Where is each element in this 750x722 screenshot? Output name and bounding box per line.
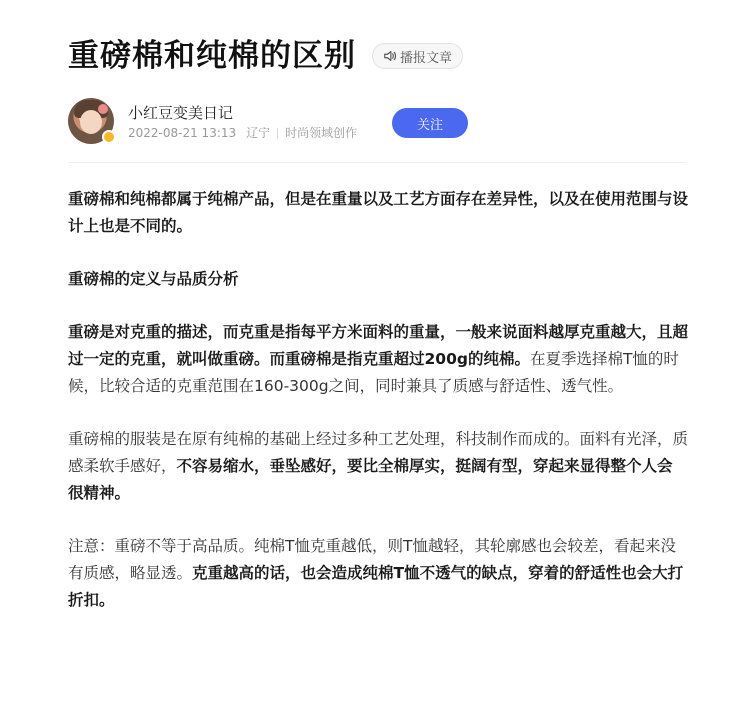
bold-text: 不容易缩水，垂坠感好，要比全棉厚实，挺阔有型，穿起来显得整个人会很精神。 [68,457,673,502]
listen-article-button[interactable] [372,43,463,69]
author-meta [128,125,357,141]
verified-badge-icon [102,130,116,144]
title-row [68,36,463,76]
article-paragraph [68,533,688,614]
author-category: 时尚领域创作 [285,126,358,140]
author-location: 辽宁 [246,126,271,140]
bold-text: 克重越高的话，也会造成纯棉T恤不透气的缺点，穿着的舒适性也会大打折扣。 [68,564,684,609]
listen-article-label: 播报文章 [400,50,453,66]
avatar-face [80,110,102,134]
article-paragraph [68,426,688,507]
follow-button[interactable]: 关注 [392,108,468,138]
article-paragraph [68,319,688,400]
author-name[interactable]: 小红豆变美日记 [128,104,234,122]
paragraph-text: 注意：重磅不等于高品质。纯棉T恤克重越低，则T恤越轻，其轮廓感也会较差，看起来没有质感，略显透。 [68,537,676,582]
speaker-icon [383,49,397,63]
header-divider [68,162,686,163]
article-subheading [68,266,688,293]
page-title: 重磅棉和纯棉的区别 [68,38,356,74]
paragraph-text: 重磅棉的服装是在原有纯棉的基础上经过多种工艺处理，科技制作而成的。面料有光泽，质感柔软手感好， [68,430,689,475]
author-row [68,98,686,146]
bold-text: 重磅棉和纯棉都属于纯棉产品，但是在重量以及工艺方面存在差异性，以及在使用范围与设计上也是不同的。 [68,190,689,235]
meta-divider [277,128,278,139]
bold-text: 重磅是对克重的描述，而克重是指每平方米面料的重量，一般来说面料越厚克重越大，且超过一定的克重，就叫做重磅。而重磅棉是指克重超过200g的纯棉。 [68,323,689,368]
article-paragraph [68,186,688,240]
article-body [68,186,688,640]
bold-text: 重磅棉的定义与品质分析 [68,270,239,288]
publish-date: 2022-08-21 13:13 [128,126,237,140]
paragraph-text: 在夏季选择棉T恤的时候，比较合适的克重范围在160-300g之间，同时兼具了质感与舒适性、透气性。 [68,350,679,395]
avatar-flower [98,104,108,114]
